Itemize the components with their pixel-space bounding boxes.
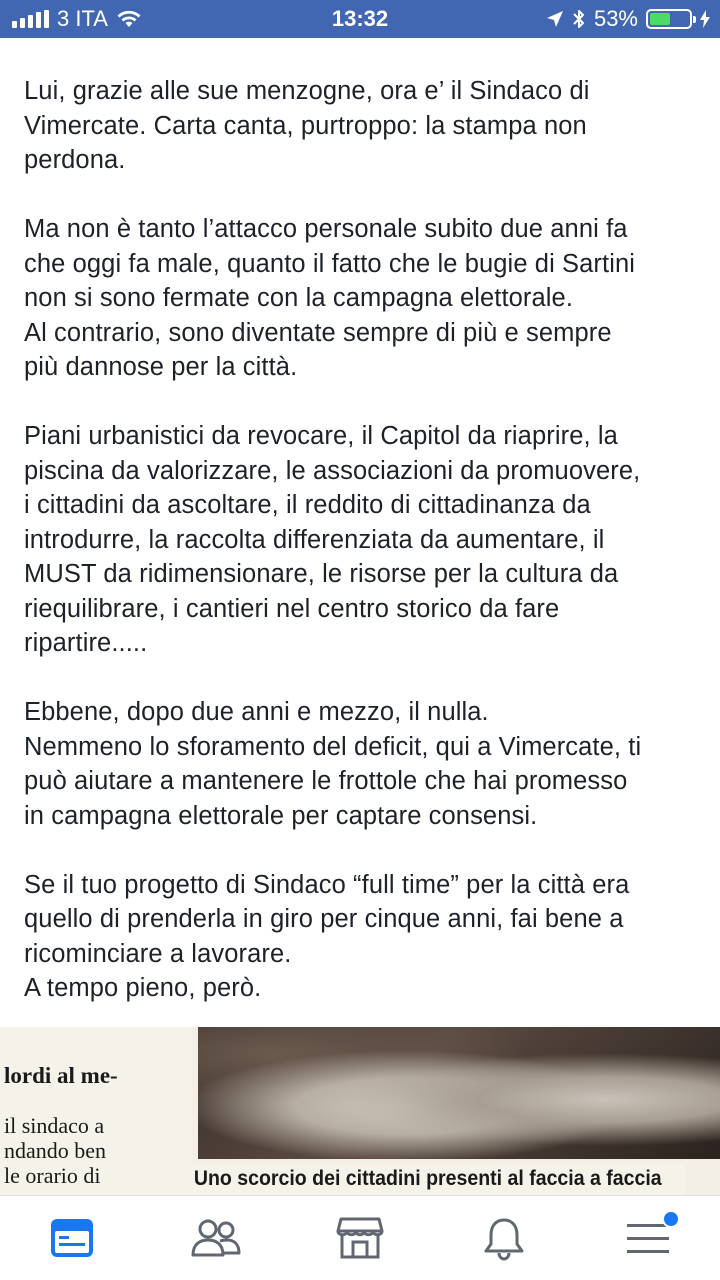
clip-line: ndando ben [4, 1138, 107, 1163]
post-text-line: Nemmeno lo sforamento del deficit, qui a Vimercate, ti [24, 732, 642, 761]
location-arrow-icon [546, 10, 564, 28]
post-text-line: MUST da ridimensionare, le risorse per la cultura da [24, 560, 619, 588]
tab-marketplace[interactable] [288, 1196, 432, 1280]
tab-news-feed[interactable] [0, 1196, 144, 1280]
post-text-line: ricominciare a lavorare. [24, 939, 292, 968]
post-text-line: i cittadini da ascoltare, il reddito di cittadinanza da [24, 491, 591, 519]
battery-percent: 53% [593, 6, 638, 31]
post-text-line: non si sono fermate con la campagna elettorale. [24, 284, 574, 312]
post-text-line: in campagna elettorale per captare consensi. [24, 801, 538, 830]
post-text-line: A tempo pieno, però. [24, 974, 262, 1002]
post-text-line: ripartire..... [24, 629, 148, 657]
post-text-line: perdona. [24, 146, 126, 174]
battery-icon [646, 9, 692, 29]
battery-level [650, 13, 670, 25]
post-text-line: più dannose per la città. [24, 353, 298, 381]
clip-line: le orario di [4, 1163, 101, 1188]
status-bar-right [546, 0, 710, 38]
post-text-line: può aiutare a mantenere le frottole che hai promesso [24, 767, 628, 795]
clip-line: il sindaco a [4, 1113, 105, 1138]
newspaper-photo [198, 1027, 720, 1159]
clip-line: lordi al me- [4, 1063, 118, 1088]
post-text-line: che oggi fa male, quanto il fatto che le bugie di Sartini [24, 249, 636, 278]
newspaper-column [0, 1027, 192, 1195]
post-text-line: quello di prenderla in giro per cinque anni, fai bene a [24, 905, 624, 933]
battery-tip [693, 16, 696, 23]
wifi-icon [116, 9, 142, 29]
post-text-line: Ebbene, dopo due anni e mezzo, il nulla. [24, 698, 489, 726]
carrier-label: 3 ITA [57, 6, 108, 31]
signal-icon [12, 10, 49, 28]
tab-menu[interactable] [576, 1196, 720, 1280]
post-text-line: Piani urbanistici da revocare, il Capitol da riaprire, la [24, 422, 618, 450]
clock-time: 13:32 [331, 6, 389, 31]
status-bar-left [12, 0, 142, 38]
charging-icon [700, 10, 710, 28]
post-paragraph [24, 74, 704, 178]
post-text-line: Se il tuo progetto di Sindaco “full time” per la città era [24, 870, 630, 899]
status-bar [0, 0, 720, 38]
marketplace-icon [336, 1215, 384, 1261]
menu-notification-dot [662, 1210, 680, 1228]
post-text-line: riequilibrare, i cantieri nel centro storico da fare [24, 594, 560, 623]
post-photo[interactable] [0, 1027, 720, 1195]
post-text-line: Al contrario, sono diventate sempre di più e sempre [24, 318, 612, 347]
post-text-line: Vimercate. Carta canta, purtroppo: la stampa non [24, 111, 587, 140]
post-paragraph [24, 695, 704, 833]
bluetooth-icon [572, 8, 586, 30]
tab-friends[interactable] [144, 1196, 288, 1280]
photo-caption: Uno scorcio dei cittadini presenti al faccia a faccia [192, 1163, 685, 1195]
post-paragraph [24, 419, 704, 661]
post-paragraph [24, 212, 704, 385]
post-text-line: Ma non è tanto l’attacco personale subito due anni fa [24, 215, 628, 243]
post-text-line: introdurre, la raccolta differenziata da aumentare, il [24, 525, 605, 554]
tab-notifications[interactable] [432, 1196, 576, 1280]
post-text-line: piscina da valorizzare, le associazioni da promuovere, [24, 456, 641, 485]
post-text-line: Lui, grazie alle sue menzogne, ora e’ il Sindaco di [24, 77, 590, 105]
friends-icon [190, 1215, 242, 1261]
bottom-tab-bar [0, 1195, 720, 1280]
bell-icon [482, 1215, 526, 1261]
post-paragraph [24, 868, 704, 1006]
post-text [24, 74, 704, 1040]
news-feed-icon [49, 1215, 95, 1261]
